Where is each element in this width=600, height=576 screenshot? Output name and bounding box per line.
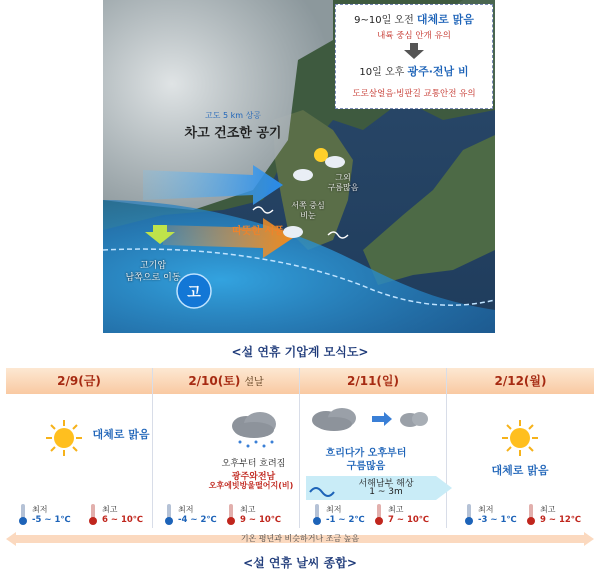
region-east-2: 구름많음 xyxy=(327,183,359,192)
cold-air-sub-label: 고도 5 km 상공 xyxy=(204,111,262,120)
infobox-line2-emph: 광주·전남 비 xyxy=(407,65,469,78)
day3-sea-1: 서해남부 해상 xyxy=(358,479,414,489)
cold-air-label: 차고 건조한 공기 xyxy=(184,126,282,141)
rain-cloud-icon xyxy=(226,408,282,450)
day2-weather-3: 오후에빗방울떨어지(비) xyxy=(208,481,294,490)
day4-weather: 대체로 맑음 xyxy=(491,464,549,477)
day-header-3: 2/11(일) xyxy=(300,368,446,394)
infobox-line2-note: 도로살얼음·빙판길 교통안전 유의 xyxy=(352,89,476,99)
infobox-line1-emph: 대체로 맑음 xyxy=(416,13,474,26)
weather-summary-panel: 2/9(금) 2/10(토) 설날 2/11(일) 2/12(월) 대체로 맑음 최저 -5 ~ 1℃ 최고 6 ~ 10℃ 오후부터 흐려짐 광주와전남 오후에빗방울떨어지(비) 최저 -4 ~ 2℃ 최고 9 ~ 10℃ 흐리다가 오후부터 구름많음 서해남부 해상 1 ~ 3m 최저 -1 ~ 2℃ 최고 7 ~ 10℃ 대체로 맑음 최저 -3 ~ 1℃ 최고 9 ~ 12℃ xyxy=(6,368,594,550)
thermometer-hot-icon xyxy=(226,504,236,526)
thermometer-hot-icon xyxy=(526,504,536,526)
day2-weather-1: 오후부터 흐려짐 xyxy=(221,459,286,469)
high-symbol: 고 xyxy=(187,285,201,301)
high-note-2: 남쪽으로 이동 xyxy=(125,273,181,283)
thermometer-hot-icon xyxy=(88,504,98,526)
temperature-trend-bar xyxy=(6,532,594,546)
forecast-infobox xyxy=(335,4,493,109)
day-header-4: 2/12(월) xyxy=(447,368,594,394)
infobox-line2-prefix: 10일 오후 xyxy=(359,67,405,78)
region-west-2: 비눈 xyxy=(300,211,316,220)
infobox-line1-note: 내륙 중심 안개 유의 xyxy=(377,31,451,41)
day-header-1: 2/9(금) xyxy=(6,368,152,394)
warm-air-label: 따뜻한 서풍 xyxy=(232,226,284,237)
day3-weather-2: 구름많음 xyxy=(346,461,386,472)
cloud-to-cloud-icon xyxy=(306,406,436,432)
day3-weather-1: 흐리다가 오후부터 xyxy=(325,448,407,459)
infobox-line2 xyxy=(336,63,492,79)
high-note-1: 고기압 xyxy=(139,261,167,271)
thermometer-cold-icon xyxy=(18,504,28,526)
thermometer-hot-icon xyxy=(374,504,384,526)
bottom-note: 기온 평년과 비슷하거나 조금 높음 xyxy=(240,534,360,543)
day3-sea-2: 1 ~ 3m xyxy=(369,487,403,497)
thermometer-cold-icon xyxy=(164,504,174,526)
map-caption: <설 연휴 기압계 모식도> xyxy=(231,345,369,359)
arrow-down-icon xyxy=(404,43,424,59)
infobox-line1 xyxy=(336,11,492,27)
day2-weather-2: 광주와전남 xyxy=(231,472,276,482)
day1-weather: 대체로 맑음 xyxy=(92,428,150,441)
thermometer-cold-icon xyxy=(464,504,474,526)
summary-caption: <설 연휴 날씨 종합> xyxy=(243,556,357,570)
day-header-2: 2/10(토) 설날 xyxy=(153,368,299,394)
thermometer-cold-icon xyxy=(312,504,322,526)
region-east-1: 그외 xyxy=(335,173,351,182)
sun-icon xyxy=(500,418,540,458)
sun-icon xyxy=(44,418,84,458)
infobox-line1-prefix: 9~10일 오전 xyxy=(354,15,414,26)
region-west-1: 서쪽 중심 xyxy=(291,201,325,210)
